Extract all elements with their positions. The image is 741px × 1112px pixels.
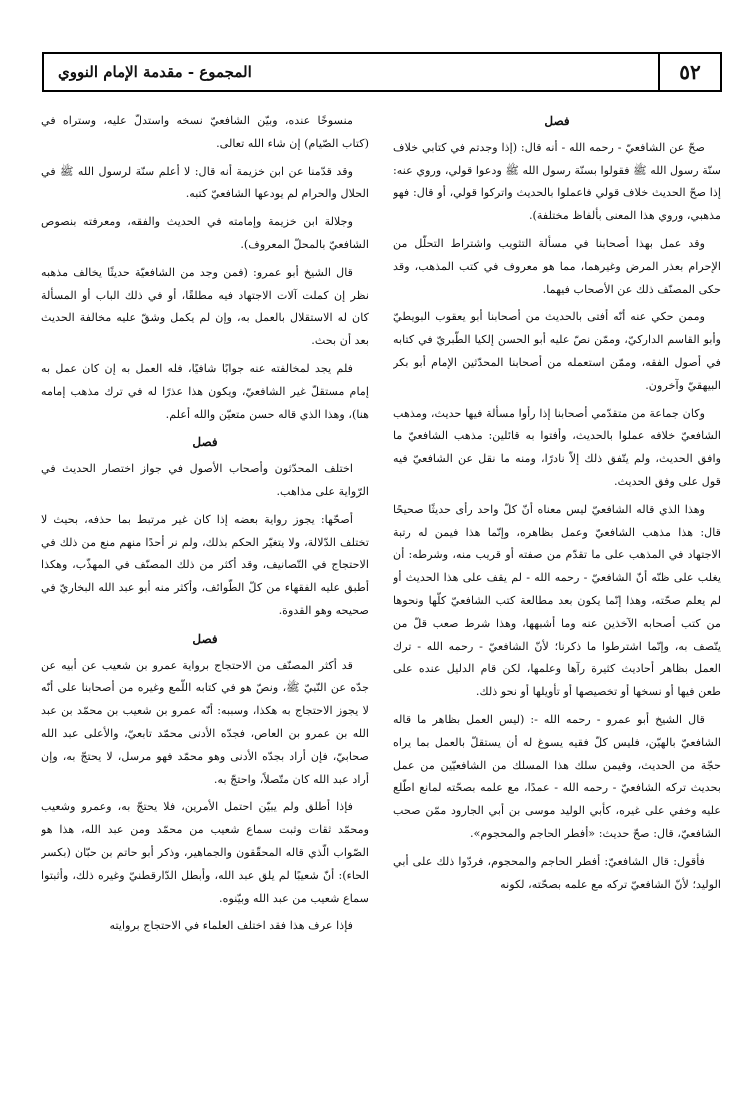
- page-header: [42, 52, 722, 92]
- running-title: المجموع - مقدمة الإمام النووي: [58, 63, 252, 81]
- section-heading: فصل: [544, 114, 570, 128]
- paragraph: قد أكثر المصنّف من الاحتجاج برواية عمرو بن شعيب عن أبيه عن جدّه عن النّبيّ ﷺ، ونصّ هو في كتابه اللّمع وغيره من أصحابنا على أنّه لا يجوز الاحتجاج به هكذا، وسببه: أنّه عمرو بن شعيب بن محمّد بن عبد الله بن عمرو بن العاص، فجدّه الأدنى محمّد تابعيّ، والأعلى عبد الله صحابيّ، فإن أراد بجدّه الأدنى وهو محمّد فهو مرسل، لا يحتجّ به، وإن أراد عبد الله كان متّصلاً، واحتجّ به.: [41, 658, 369, 786]
- paragraph: قال الشيخ أبو عمرو: (فمن وجد من الشافعيّة حديثًا يخالف مذهبه نظر إن كملت آلات الاجتهاد فيه مطلقًا، أو في ذلك الباب أو المسألة كان له الاستقلال بالعمل به، وإن لم يكمل وشقّ عليه مخالفة الحديث بعد أن بحث.: [41, 265, 369, 348]
- section-heading: فصل: [192, 435, 218, 450]
- right-column: [393, 110, 721, 1105]
- section-heading: فصل: [192, 631, 218, 646]
- paragraph: وهذا الذي قاله الشافعيّ ليس معناه أنّ كلّ واحد رأى حديثًا صحيحًا قال: هذا مذهب الشافعيّ وعمل بظاهره، وإنّما هذا فيمن له رتبة الاجتهاد في المذهب على ما تقدّم من صفته أو قريب منه، وشرطه: أن يغلب على ظنّه أنّ الشافعيّ - رحمه الله - لم يقف على هذا الحديث أو لم يعلم صحّته، وهذا إنّما يكون بعد مطالعة كتب الشافعيّ كلّها ونحوها من كتب أصحابه الآخذين عنه وما أشبهها، وهذا شرط صعب قلّ من يتّصف به، وإنّما اشترطوا ما ذكرنا؛ لأنّ الشافعيّ - رحمه الله - ترك العمل بظاهر أحاديث كثيرة رآها وعلمها، لكن قام الدليل عنده على طعن فيها أو نسخها أو تخصيصها أو تأويلها أو نحو ذلك.: [393, 502, 721, 699]
- paragraph: أصحّها: يجوز رواية بعضه إذا كان غير مرتبط بما حذفه، بحيث لا تختلف الدّلالة، ولا يتغيّر الحكم بذلك، ولم نر أحدًا منهم منع من ذلك في الاحتجاج في التّصانيف، وقد أكثر من ذلك المصنّف في المهذّب، وهكذا أطبق عليه الفقهاء من كلّ الطّوائف، وأكثر منه أبو عبد الله البخاريّ في صحيحه وهو القدوة.: [41, 512, 369, 617]
- paragraph: وممن حكي عنه أنّه أفتى بالحديث من أصحابنا أبو يعقوب البويطيّ وأبو القاسم الداركيّ، وممّن نصّ عليه أبو الحسن إلكيا الطّبريّ في كتابه في أصول الفقه، وممّن استعمله من أصحابنا المحدّثين الإمام أبو بكر البيهقيّ وآخرون.: [393, 310, 721, 392]
- paragraph: وجلالة ابن خزيمة وإمامته في الحديث والفقه، ومعرفته بنصوص الشافعيّ بالمحلّ المعروف).: [41, 215, 369, 251]
- paragraph: وقد عمل بهذا أصحابنا في مسألة التثويب واشتراط التحلّل من الإحرام بعذر المرض وغيرهما، مما هو معروف في كتب المذهب، وقد حكى المصنّف ذلك عن الأصحاب فيهما.: [393, 236, 721, 296]
- paragraph: فإذا أطلق ولم يبيّن احتمل الأمرين، فلا يحتجّ به، وعمرو وشعيب ومحمّد ثقات وثبت سماع شعيب من محمّد ومن عبد الله، هذا هو الصّواب الّذي قاله المحقّقون والجماهير، وذكر أبو حاتم بن حبّان (بكسر الحاء): أنّ شعيبًا لم يلق عبد الله، وأبطل الدّارقطنيّ وغيره ذلك، وأثبتوا سماع شعيب من عبد الله وبيّنوه.: [41, 800, 369, 905]
- page-number: ٥٢: [658, 54, 720, 90]
- paragraph: وقد قدّمنا عن ابن خزيمة أنه قال: لا أعلم سنّة لرسول الله ﷺ في الحلال والحرام لم يودعها الشافعيّ كتبه.: [41, 164, 369, 201]
- paragraph: صحّ عن الشافعيّ - رحمه الله - أنه قال: (إذا وجدتم في كتابي خلاف سنّة رسول الله ﷺ فقولوا بسنّة رسول الله ﷺ ودعوا قولي، وروي عنه: إذا صحّ الحديث خلاف قولي فاعملوا بالحديث واتركوا قولي، أو قال: فهو مذهبي، وروي هذا المعنى بألفاظ مختلفة).: [393, 140, 721, 223]
- paragraph: فلم يجد لمخالفته عنه جوابًا شافيًا، فله العمل به إن كان عمل به إمام مستقلّ غير الشافعيّ، ويكون هذا عذرًا له في ترك مذهب إمامه هنا)، وهذا الذي قاله حسن متعيّن والله أعلم.: [41, 361, 369, 421]
- paragraph: قال الشيخ أبو عمرو - رحمه الله -: (ليس العمل بظاهر ما قاله الشافعيّ بالهيّن، فليس كلّ فقيه يسوغ له أن يستقلّ بالعمل بما يراه حجّة من الحديث، وفيمن سلك هذا المسلك من الشافعيّين من عمل بحديث تركه الشافعيّ - رحمه الله - عمدًا، مع علمه بصحّته لمانع اطّلع عليه وخفي على غيره، كأبي الوليد موسى بن أبي الجارود ممّن صحب الشافعيّ، قال: صحّ حديث: «أفطر الحاجم والمحجوم».: [393, 712, 721, 840]
- paragraph: فأقول: قال الشافعيّ: أفطر الحاجم والمحجوم، فردّوا ذلك على أبي الوليد؛ لأنّ الشافعيّ تركه مع علمه بصحّته، لكونه: [393, 854, 721, 891]
- paragraph: وكان جماعة من متقدّمي أصحابنا إذا رأوا مسألة فيها حديث، ومذهب الشافعيّ خلافه عملوا بالحديث، وأفتوا به قائلين: مذهب الشافعيّ ما وافق الحديث، ولم يتّفق ذلك إلاّ نادرًا، ومنه ما نقل عن الشافعيّ فيه قول على وفق الحديث.: [393, 406, 721, 488]
- paragraph: اختلف المحدّثون وأصحاب الأصول في جواز اختصار الحديث في الرّواية على مذاهب.: [41, 462, 369, 498]
- paragraph: فإذا عرف هذا فقد اختلف العلماء في الاحتجاج بروايته: [109, 919, 353, 933]
- paragraph: منسوخًا عنده، وبيّن الشافعيّ نسخه واستدلّ عليه، وستراه في (كتاب الصّيام) إن شاء الله تعالى.: [41, 114, 369, 150]
- left-column: [41, 110, 369, 1105]
